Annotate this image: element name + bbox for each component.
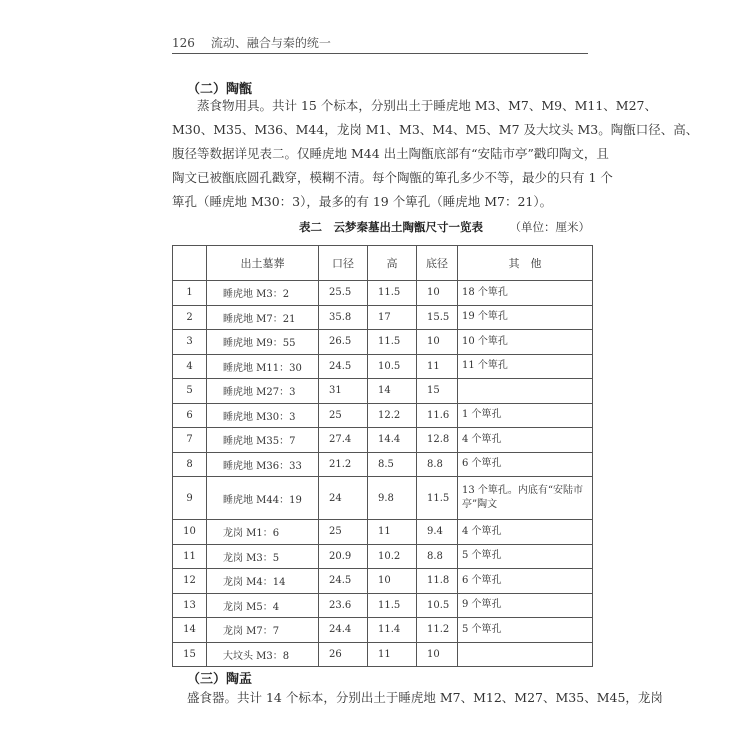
cell-index: 6 [173,403,207,428]
cell-tomb: 睡虎地 M11：30 [207,354,319,379]
cell-rim-diameter: 25.5 [319,281,368,306]
cell-base-diameter: 11 [417,354,458,379]
cell-tomb: 睡虎地 M27：3 [207,379,319,404]
cell-height: 11.5 [368,330,417,355]
cell-tomb: 龙岗 M4：14 [207,569,319,594]
cell-rim-diameter: 23.6 [319,593,368,618]
steamer-dimensions-table [172,245,593,667]
cell-height: 8.5 [368,452,417,477]
table-row [173,281,593,306]
cell-other [458,379,593,404]
header-base-diameter: 底径 [417,246,458,281]
cell-other: 11 个箄孔 [458,354,593,379]
cell-height: 11.5 [368,281,417,306]
table-unit: （单位：厘米） [509,220,590,234]
paragraph-line: 陶文已被甑底圆孔戳穿，模糊不清。每个陶甑的箄孔多少不等，最少的只有 1 个 [172,170,613,185]
cell-tomb: 睡虎地 M3：2 [207,281,319,306]
cell-height: 17 [368,305,417,330]
cell-height: 11.5 [368,593,417,618]
cell-index: 13 [173,593,207,618]
cell-other: 10 个箄孔 [458,330,593,355]
cell-rim-diameter: 24.5 [319,569,368,594]
running-header [172,34,588,51]
cell-tomb: 龙岗 M7：7 [207,618,319,643]
cell-base-diameter: 11.2 [417,618,458,643]
table-caption [172,219,592,237]
cell-height: 11.4 [368,618,417,643]
table-row [173,403,593,428]
cell-tomb: 睡虎地 M35：7 [207,428,319,453]
cell-other: 4 个箄孔 [458,428,593,453]
cell-base-diameter: 8.8 [417,544,458,569]
paragraph-line: 盛食器。共计 14 个标本，分别出土于睡虎地 M7、M12、M27、M35、M45，龙岗 [187,690,663,705]
cell-rim-diameter: 24.5 [319,354,368,379]
header-other: 其 他 [458,246,593,281]
cell-base-diameter: 10 [417,642,458,667]
cell-other [458,642,593,667]
cell-tomb: 睡虎地 M30：3 [207,403,319,428]
cell-other: 6 个箄孔 [458,452,593,477]
cell-base-diameter: 10.5 [417,593,458,618]
table-row [173,379,593,404]
cell-base-diameter: 11.8 [417,569,458,594]
cell-tomb: 睡虎地 M9：55 [207,330,319,355]
cell-other: 5 个箄孔 [458,544,593,569]
cell-base-diameter: 10 [417,281,458,306]
table-row [173,520,593,545]
table-row [173,544,593,569]
cell-base-diameter: 10 [417,330,458,355]
table-row [173,305,593,330]
table-row [173,477,593,520]
cell-other: 19 个箄孔 [458,305,593,330]
cell-height: 14.4 [368,428,417,453]
section-paragraph-pottery-steamer [172,94,699,214]
cell-index: 14 [173,618,207,643]
cell-rim-diameter: 24.4 [319,618,368,643]
cell-height: 12.2 [368,403,417,428]
page-number: 126 [172,36,195,50]
cell-other: 4 个箄孔 [458,520,593,545]
cell-base-diameter: 11.6 [417,403,458,428]
cell-tomb: 龙岗 M5：4 [207,593,319,618]
cell-rim-diameter: 24 [319,477,368,520]
header-rim-diameter: 口径 [319,246,368,281]
cell-index: 7 [173,428,207,453]
cell-height: 10.5 [368,354,417,379]
cell-rim-diameter: 27.4 [319,428,368,453]
header-rule [172,53,588,54]
cell-other: 9 个箄孔 [458,593,593,618]
section-title-pottery-basin: （三）陶盂 [187,672,253,687]
table-row [173,618,593,643]
cell-other: 18 个箄孔 [458,281,593,306]
table-row [173,428,593,453]
cell-tomb: 睡虎地 M44：19 [207,477,319,520]
cell-rim-diameter: 35.8 [319,305,368,330]
cell-index: 5 [173,379,207,404]
cell-height: 9.8 [368,477,417,520]
cell-height: 11 [368,520,417,545]
cell-rim-diameter: 21.2 [319,452,368,477]
section-title-pottery-steamer: （二）陶甑 [187,82,253,97]
cell-tomb: 大坟头 M3：8 [207,642,319,667]
cell-index: 4 [173,354,207,379]
table-row [173,330,593,355]
cell-index: 12 [173,569,207,594]
cell-height: 11 [368,642,417,667]
header-tomb: 出土墓葬 [207,246,319,281]
paragraph-line: M30、M35、M36、M44，龙岗 M1、M3、M4、M5、M7 及大坟头 M3。陶甑口径、高、 [172,122,699,137]
cell-height: 10 [368,569,417,594]
table-title: 表二 云梦秦墓出土陶甑尺寸一览表 [299,220,483,234]
table-row [173,642,593,667]
cell-index: 1 [173,281,207,306]
paragraph-line: 箄孔（睡虎地 M30：3），最多的有 19 个箄孔（睡虎地 M7：21）。 [172,194,553,209]
table-header-row [173,246,593,281]
paragraph-line: 腹径等数据详见表二。仅睡虎地 M44 出土陶甑底部有“安陆市亭”戳印陶文，且 [172,146,609,161]
header-index [173,246,207,281]
cell-index: 15 [173,642,207,667]
cell-index: 10 [173,520,207,545]
cell-base-diameter: 15.5 [417,305,458,330]
table-row [173,593,593,618]
cell-other: 6 个箄孔 [458,569,593,594]
cell-index: 2 [173,305,207,330]
cell-base-diameter: 11.5 [417,477,458,520]
cell-tomb: 睡虎地 M7：21 [207,305,319,330]
cell-base-diameter: 9.4 [417,520,458,545]
cell-height: 10.2 [368,544,417,569]
cell-index: 11 [173,544,207,569]
cell-base-diameter: 8.8 [417,452,458,477]
running-title: 流动、融合与秦的统一 [210,36,331,50]
cell-rim-diameter: 31 [319,379,368,404]
cell-rim-diameter: 26.5 [319,330,368,355]
cell-rim-diameter: 26 [319,642,368,667]
cell-tomb: 睡虎地 M36：33 [207,452,319,477]
cell-index: 8 [173,452,207,477]
paragraph-line: 蒸食物用具。共计 15 个标本，分别出土于睡虎地 M3、M7、M9、M11、M27、 [197,98,657,113]
cell-rim-diameter: 25 [319,520,368,545]
cell-tomb: 龙岗 M3：5 [207,544,319,569]
cell-index: 3 [173,330,207,355]
cell-height: 14 [368,379,417,404]
table-row [173,354,593,379]
cell-other: 13 个箄孔。内底有“安陆市亭”陶文 [458,477,593,520]
header-height: 高 [368,246,417,281]
cell-base-diameter: 12.8 [417,428,458,453]
cell-rim-diameter: 20.9 [319,544,368,569]
table-row [173,569,593,594]
cell-rim-diameter: 25 [319,403,368,428]
cell-tomb: 龙岗 M1：6 [207,520,319,545]
table-row [173,452,593,477]
cell-index: 9 [173,477,207,520]
cell-other: 1 个箄孔 [458,403,593,428]
cell-base-diameter: 15 [417,379,458,404]
section-paragraph-pottery-basin [172,686,663,710]
cell-other: 5 个箄孔 [458,618,593,643]
